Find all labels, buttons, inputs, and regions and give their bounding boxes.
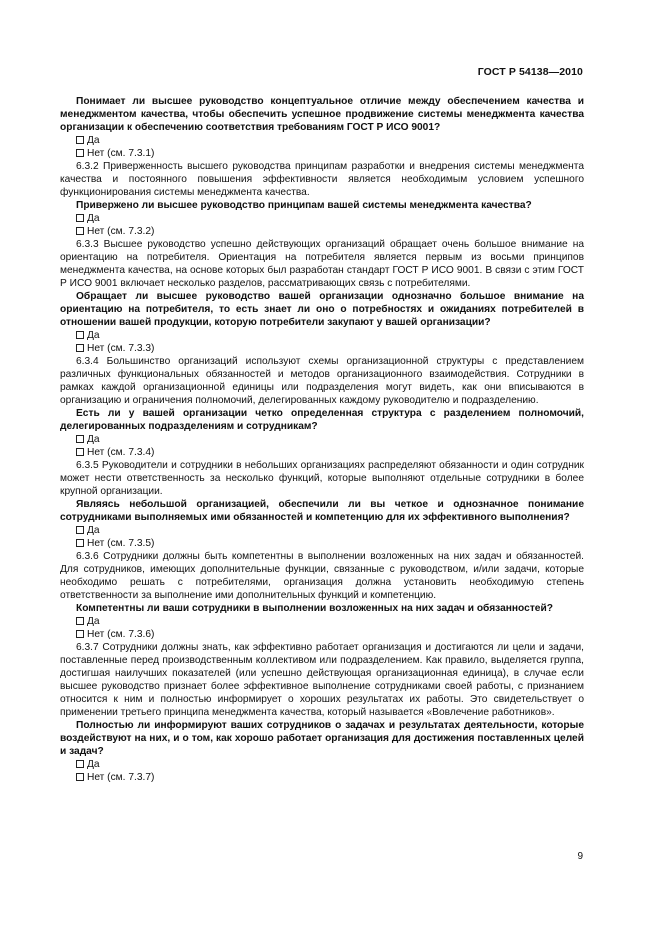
checkbox-icon[interactable] [76, 760, 84, 768]
checkbox-label: Нет (см. 7.3.6) [87, 629, 155, 640]
paragraph: 6.3.6 Сотрудники должны быть компетентны в выполнении возложенных на них задач и обязанностей. Для сотрудников, имеющих дополнительные функции, связанные с руководством, и/или задачи, которые необходимо решать с потребителями, организация должна установить необходимую степень ответственности за выполнение ими дополнительных функций и компетенцию. [60, 551, 584, 601]
checkbox-label: Да [87, 525, 100, 536]
checkbox-option[interactable] [60, 147, 584, 160]
checkbox-icon[interactable] [76, 227, 84, 235]
checkbox-label: Нет (см. 7.3.4) [87, 447, 155, 458]
paragraph: 6.3.5 Руководители и сотрудники в небольших организациях распределяют обязанности и один сотрудник может нести ответственность за несколько функций, которые выполняют отдельные сотрудники в более крупной организации. [60, 460, 584, 497]
paragraph: 6.3.4 Большинство организаций используют схемы организационной структуры с представлением различных функциональных обязанностей и методов организационного взаимодействия. Сотрудники в рамках каждой организационной единицы или подразделения могут видеть, как они вписываются в организацию и ограничения полномочий, делегированных каждому руководителю и подразделению. [60, 356, 584, 406]
question-text: Понимает ли высшее руководство концептуальное отличие между обеспечением качества и менеджментом качества, чтобы обеспечить успешное продвижение системы менеджмента качества организации к обеспечению соответствия требованиям ГОСТ Р ИСО 9001? [60, 96, 584, 133]
checkbox-label: Да [87, 616, 100, 627]
checkbox-icon[interactable] [76, 526, 84, 534]
checkbox-icon[interactable] [76, 435, 84, 443]
checkbox-option[interactable] [60, 433, 584, 446]
question-text: Полностью ли информируют ваших сотрудников о задачах и результатах деятельности, которые воздействуют на них, и о том, как хорошо работает организация для достижения поставленных целей и задач? [60, 720, 584, 757]
checkbox-option[interactable] [60, 342, 584, 355]
paragraph: 6.3.3 Высшее руководство успешно действующих организаций обращает очень большое внимание на ориентацию на потребителя. Ориентация на потребителя является первым из восьми принципов менеджмента качества, на основе которых был разработан стандарт ГОСТ Р ИСО 9001. В связи с этим ГОСТ Р ИСО 9001 включает несколько разделов, рассматривающих связь с потребителями. [60, 239, 584, 289]
checkbox-option[interactable] [60, 225, 584, 238]
checkbox-option[interactable] [60, 758, 584, 771]
checkbox-icon[interactable] [76, 539, 84, 547]
checkbox-label: Да [87, 434, 100, 445]
checkbox-label: Да [87, 759, 100, 770]
checkbox-label: Нет (см. 7.3.1) [87, 148, 155, 159]
checkbox-option[interactable] [60, 537, 584, 550]
checkbox-icon[interactable] [76, 344, 84, 352]
question-text: Компетентны ли ваши сотрудники в выполнении возложенных на них задач и обязанностей? [76, 603, 553, 614]
checkbox-icon[interactable] [76, 617, 84, 625]
checkbox-option[interactable] [60, 524, 584, 537]
checkbox-label: Нет (см. 7.3.5) [87, 538, 155, 549]
page-content [60, 95, 584, 784]
checkbox-icon[interactable] [76, 773, 84, 781]
checkbox-icon[interactable] [76, 448, 84, 456]
checkbox-option[interactable] [60, 134, 584, 147]
checkbox-label: Нет (см. 7.3.3) [87, 343, 155, 354]
checkbox-option[interactable] [60, 628, 584, 641]
checkbox-label: Да [87, 330, 100, 341]
question-text: Являясь небольшой организацией, обеспечили ли вы четкое и однозначное понимание сотрудниками выполняемых ими обязанностей и компетенцию для их эффективного выполнения? [60, 499, 584, 523]
checkbox-icon[interactable] [76, 149, 84, 157]
standard-header: ГОСТ Р 54138—2010 [477, 66, 583, 78]
checkbox-label: Да [87, 213, 100, 224]
checkbox-label: Нет (см. 7.3.7) [87, 772, 155, 783]
checkbox-option[interactable] [60, 446, 584, 459]
checkbox-option[interactable] [60, 771, 584, 784]
question-text: Есть ли у вашей организации четко определенная структура с разделением полномочий, делегированных подразделениям и сотрудникам? [60, 408, 584, 432]
checkbox-icon[interactable] [76, 136, 84, 144]
checkbox-icon[interactable] [76, 630, 84, 638]
checkbox-icon[interactable] [76, 331, 84, 339]
question-text: Привержено ли высшее руководство принципам вашей системы менеджмента качества? [76, 200, 532, 211]
checkbox-option[interactable] [60, 329, 584, 342]
paragraph: 6.3.2 Приверженность высшего руководства принципам разработки и внедрения системы менеджмента качества и постоянного повышения эффективности является необходимым условием успешного функционирования системы менеджмента качества. [60, 161, 584, 198]
checkbox-option[interactable] [60, 615, 584, 628]
checkbox-option[interactable] [60, 212, 584, 225]
checkbox-icon[interactable] [76, 214, 84, 222]
checkbox-label: Нет (см. 7.3.2) [87, 226, 155, 237]
checkbox-label: Да [87, 135, 100, 146]
question-text: Обращает ли высшее руководство вашей организации однозначно большое внимание на ориентацию на потребителя, то есть знает ли оно о потребностях и ожиданиях потребителей в отношении вашей продукции, которую потребители закупают у вашей организации? [60, 291, 584, 328]
page-number: 9 [577, 851, 583, 862]
paragraph: 6.3.7 Сотрудники должны знать, как эффективно работает организация и достигаются ли цели и задачи, поставленные перед производственным коллективом или подразделением. Как правило, выделяется группа, достигшая наилучших показателей (или успешно действующая организационная единица), в случае если высшее руководство признает более эффективное выполнение сотрудниками своей работы, с признанием относится к ним и полностью информирует о хороших результатах их работы. Это свидетельствует о применении третьего принципа менеджмента качества, который называется «Вовлечение работников». [60, 642, 584, 718]
